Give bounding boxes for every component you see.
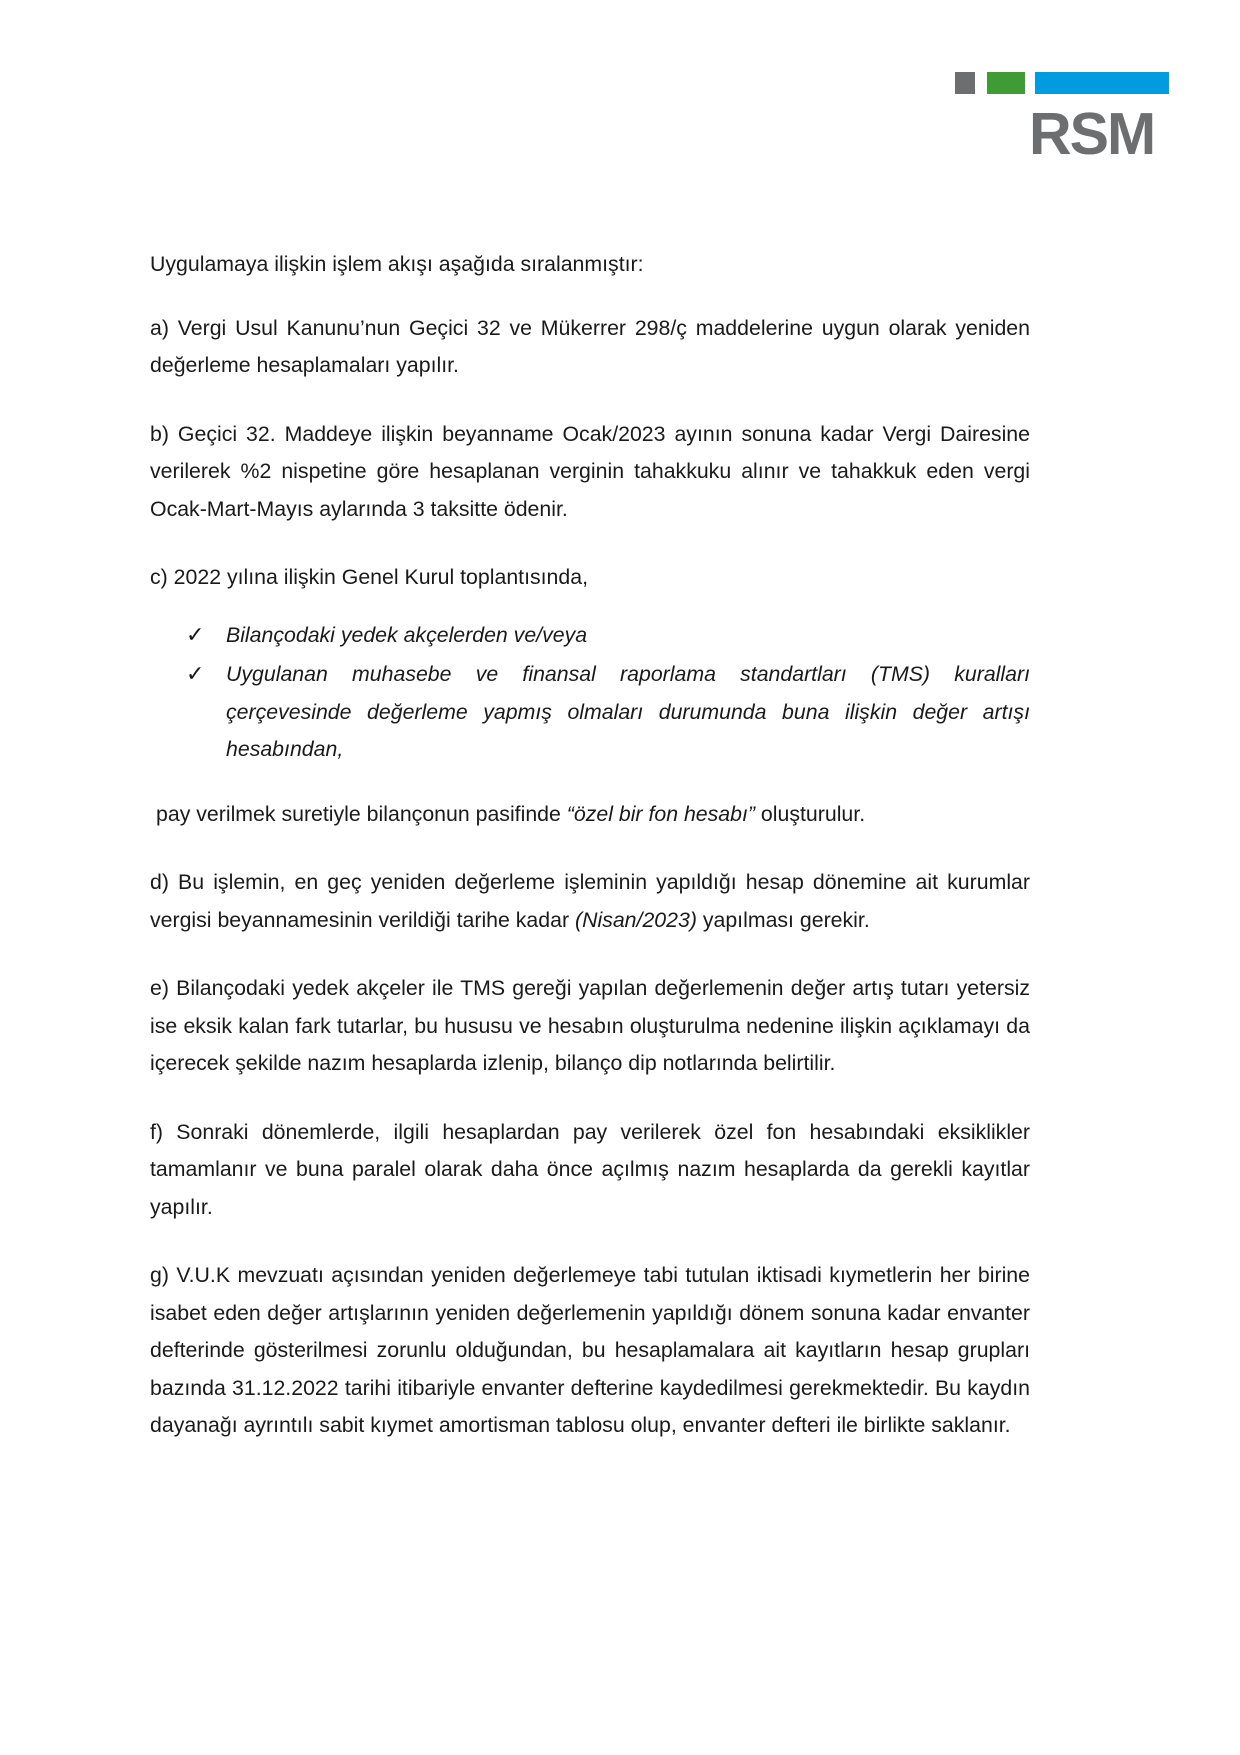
paragraph-a: a) Vergi Usul Kanunu’nun Geçici 32 ve Mükerrer 298/ç maddelerine uygun olarak yeniden değerleme hesaplamaları yapılır.: [150, 315, 1030, 377]
logo-bar-green: [987, 72, 1025, 94]
document-body: [150, 246, 1030, 1476]
checklist-item: [150, 656, 1030, 769]
checklist-item: [150, 617, 1030, 655]
deadline-note: (Nisan/2023): [574, 907, 697, 932]
continuation-text: pay verilmek suretiyle bilançonun pasifinde: [156, 801, 567, 826]
paragraph-b: b) Geçici 32. Maddeye ilişkin beyanname Ocak/2023 ayının sonuna kadar Vergi Dairesine verilerek %2 nispetine göre hesaplanan verginin tahakkuku alınır ve tahakkuk eden vergi Ocak-Mart-Mayıs aylarında 3 taksitte ödenir.: [150, 421, 1030, 521]
special-fund-term: “özel bir fon hesabı”: [566, 801, 756, 826]
rsm-logo: [955, 72, 1169, 167]
checklist-item-text: Bilançodaki yedek akçelerden ve/veya: [226, 622, 588, 647]
paragraph-c-continuation: [150, 796, 1030, 834]
continuation-text-end: oluşturulur.: [755, 801, 866, 826]
paragraph-g: g) V.U.K mevzuatı açısından yeniden değerlemeye tabi tutulan iktisadi kıymetlerin her birine isabet eden değer artışlarının yeniden değerlemenin yapıldığı dönem sonuna kadar envanter defterinde gösterilmesi zorunlu olduğundan, bu hesaplamalara ait kayıtların hesap grupları bazında 31.12.2022 tarihi itibariyle envanter defterine kaydedilmesi gerekmektedir. Bu kaydın dayanağı ayrıntılı sabit kıymet amortisman tablosu olup, envanter defteri ile birlikte saklanır.: [150, 1263, 1030, 1437]
checkmark-icon: ✓: [186, 622, 205, 648]
paragraph-d-text: d) Bu işlemin, en geç yeniden değerleme işleminin yapıldığı hesap dönemine ait kurumlar vergisi beyannamesinin verildiği tarihe kadar: [150, 870, 1030, 932]
intro-text: Uygulamaya ilişkin işlem akışı aşağıda sıralanmıştır:: [150, 252, 644, 276]
paragraph-f: f) Sonraki dönemlerde, ilgili hesaplardan pay verilerek özel fon hesabındaki eksiklikler tamamlanır ve buna paralel olarak daha önce açılmış nazım hesaplarda da gerekli kayıtlar yapılır.: [150, 1119, 1030, 1219]
logo-wordmark: RSM: [1029, 101, 1155, 167]
paragraph-d: [150, 864, 1030, 939]
logo-bar-blue: [1035, 72, 1169, 94]
checkmark-icon: ✓: [186, 662, 205, 687]
checklist: [150, 617, 1030, 769]
checklist-item-text: Uygulanan muhasebe ve finansal raporlama standartları (TMS) kuralları çerçevesinde değerleme yapmış olmaları durumunda buna ilişkin değer artışı hesabından,: [226, 662, 1030, 761]
paragraph-c: c) 2022 yılına ilişkin Genel Kurul toplantısında,: [150, 565, 589, 589]
logo-bar-gray: [955, 72, 975, 94]
paragraph-e: e) Bilançodaki yedek akçeler ile TMS gereği yapılan değerlemenin değer artış tutarı yetersiz ise eksik kalan fark tutarlar, bu hususu ve hesabın oluşturulma nedenine ilişkin açıklamayı da içerecek şekilde nazım hesaplarda izlenip, bilanço dip notlarında belirtilir.: [150, 976, 1030, 1075]
paragraph-d-text-end: yapılması gerekir.: [696, 907, 870, 932]
